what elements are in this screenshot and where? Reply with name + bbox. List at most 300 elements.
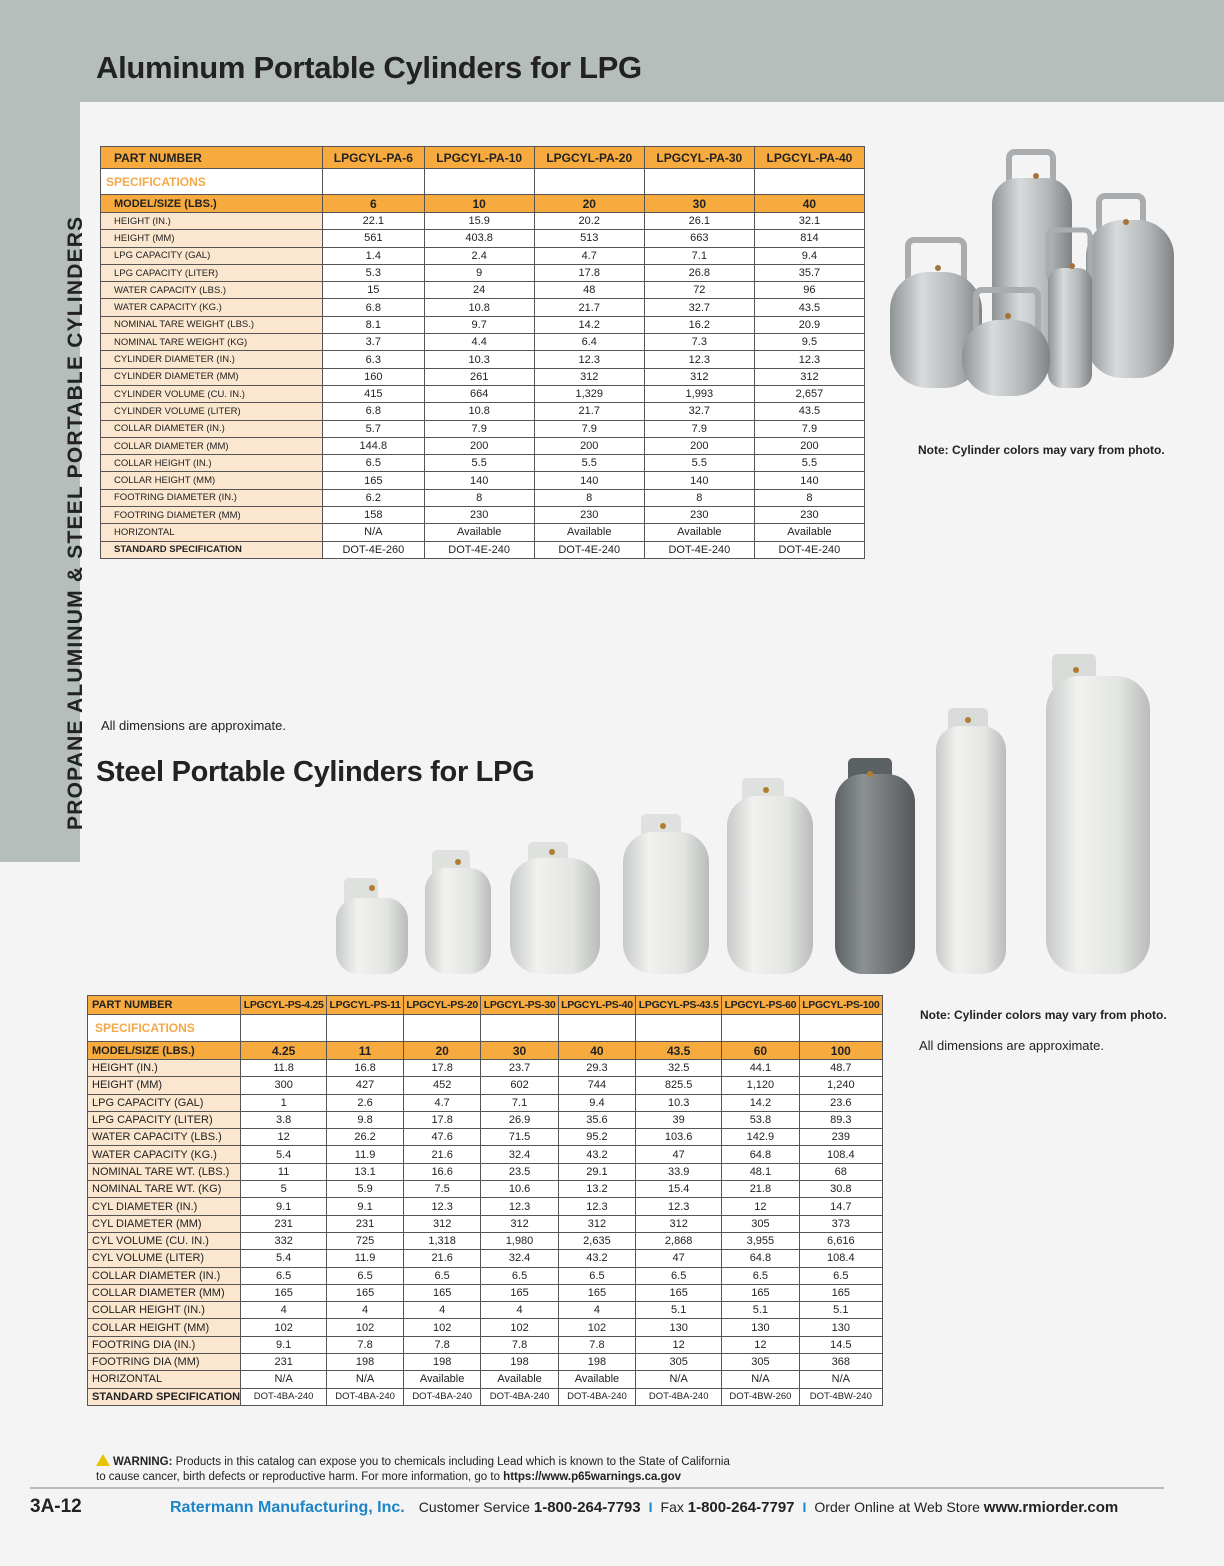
table-cell: 6,616	[799, 1232, 882, 1249]
table-cell: 108.4	[799, 1146, 882, 1163]
table-cell: 32.7	[644, 299, 754, 316]
model-size-cell: 43.5	[636, 1042, 722, 1060]
table-row	[101, 351, 865, 368]
table-cell: 5.1	[636, 1302, 722, 1319]
row-label: STANDARD SPECIFICATION	[101, 541, 323, 558]
table-cell: 16.8	[327, 1060, 404, 1077]
model-size-cell: 30	[644, 195, 754, 213]
table-cell: N/A	[722, 1371, 799, 1388]
part-number-cell: LPGCYL-PS-11	[327, 996, 404, 1015]
table-cell: 231	[241, 1354, 327, 1371]
table-cell: N/A	[636, 1371, 722, 1388]
table-cell: 200	[644, 437, 754, 454]
table-cell: 140	[424, 472, 534, 489]
aluminum-spec-table	[100, 146, 865, 559]
table-row	[101, 264, 865, 281]
row-label: NOMINAL TARE WT. (KG)	[88, 1181, 241, 1198]
table-cell: 14.2	[534, 316, 644, 333]
row-label: NOMINAL TARE WEIGHT (KG)	[101, 334, 323, 351]
table-cell: 12.3	[644, 351, 754, 368]
table-cell: 11	[241, 1163, 327, 1180]
table-row	[101, 472, 865, 489]
table-cell: DOT-4BA-240	[327, 1388, 404, 1405]
table-cell: 130	[636, 1319, 722, 1336]
table-cell: 230	[424, 507, 534, 524]
table-row	[101, 437, 865, 454]
table-cell: 4.4	[424, 334, 534, 351]
model-size-cell: 20	[534, 195, 644, 213]
table-cell: 17.8	[403, 1111, 480, 1128]
table-cell: 8.1	[323, 316, 425, 333]
page-title: Aluminum Portable Cylinders for LPG	[96, 50, 642, 85]
specifications-label: SPECIFICATIONS	[101, 169, 323, 195]
empty-cell	[636, 1015, 722, 1042]
table-cell: 261	[424, 368, 534, 385]
model-size-cell: 6	[323, 195, 425, 213]
table-row	[101, 507, 865, 524]
table-cell: 1,329	[534, 385, 644, 402]
table-cell: 8	[644, 489, 754, 506]
row-label: COLLAR DIAMETER (MM)	[88, 1284, 241, 1301]
table-cell: 602	[481, 1077, 558, 1094]
table-cell: 5.1	[799, 1302, 882, 1319]
table-cell: 2.4	[424, 247, 534, 264]
table-cell: 140	[534, 472, 644, 489]
table-cell: 231	[241, 1215, 327, 1232]
aluminum-photo-note: Note: Cylinder colors may vary from photo.	[918, 443, 1165, 457]
warning-triangle-icon	[96, 1454, 110, 1466]
table-cell: 814	[754, 230, 864, 247]
table-cell: 230	[534, 507, 644, 524]
table-cell: 9	[424, 264, 534, 281]
empty-cell	[424, 169, 534, 195]
table-row	[88, 1302, 883, 1319]
table-cell: 230	[644, 507, 754, 524]
table-cell: 1,993	[644, 385, 754, 402]
model-size-cell: 10	[424, 195, 534, 213]
table-cell: 5.1	[722, 1302, 799, 1319]
steel-spec-table	[87, 995, 883, 1406]
table-cell: 4.7	[534, 247, 644, 264]
table-cell: 12.3	[403, 1198, 480, 1215]
table-row	[88, 1267, 883, 1284]
table-cell: 12	[722, 1198, 799, 1215]
website-link[interactable]: www.rmiorder.com	[983, 1499, 1119, 1516]
table-cell: 47	[636, 1146, 722, 1163]
table-cell: 21.7	[534, 403, 644, 420]
table-cell: 198	[481, 1354, 558, 1371]
table-cell: 26.8	[644, 264, 754, 281]
part-number-cell: LPGCYL-PA-10	[424, 147, 534, 169]
table-row	[101, 489, 865, 506]
row-label: COLLAR HEIGHT (MM)	[101, 472, 323, 489]
aluminum-approx-note: All dimensions are approximate.	[101, 718, 286, 733]
table-row	[88, 1129, 883, 1146]
table-cell: DOT-4E-240	[644, 541, 754, 558]
steel-section-title: Steel Portable Cylinders for LPG	[96, 756, 535, 788]
table-cell: 663	[644, 230, 754, 247]
table-cell: 9.1	[241, 1336, 327, 1353]
table-cell: N/A	[323, 524, 425, 541]
empty-cell	[799, 1015, 882, 1042]
table-cell: 200	[754, 437, 864, 454]
table-cell: 7.8	[327, 1336, 404, 1353]
part-number-cell: LPGCYL-PA-30	[644, 147, 754, 169]
table-cell: 4	[241, 1302, 327, 1319]
row-label: HEIGHT (IN.)	[101, 213, 323, 230]
table-cell: 108.4	[799, 1250, 882, 1267]
table-cell: 47.6	[403, 1129, 480, 1146]
table-cell: 198	[558, 1354, 635, 1371]
empty-cell	[754, 169, 864, 195]
table-cell: 17.8	[534, 264, 644, 281]
table-cell: 6.5	[636, 1267, 722, 1284]
table-cell: 12	[636, 1336, 722, 1353]
row-label: LPG CAPACITY (LITER)	[101, 264, 323, 281]
table-cell: 1	[241, 1094, 327, 1111]
table-cell: 47	[636, 1250, 722, 1267]
table-cell: 32.1	[754, 213, 864, 230]
table-cell: 9.4	[558, 1094, 635, 1111]
row-label: NOMINAL TARE WEIGHT (LBS.)	[101, 316, 323, 333]
table-row	[101, 368, 865, 385]
table-cell: 1,318	[403, 1232, 480, 1249]
table-cell: 4	[558, 1302, 635, 1319]
model-size-label: MODEL/SIZE (LBS.)	[101, 195, 323, 213]
table-row	[88, 1319, 883, 1336]
table-cell: 230	[754, 507, 864, 524]
table-cell: DOT-4E-240	[424, 541, 534, 558]
table-cell: 29.3	[558, 1060, 635, 1077]
row-label: WATER CAPACITY (KG.)	[101, 299, 323, 316]
table-cell: 415	[323, 385, 425, 402]
table-row	[101, 334, 865, 351]
part-number-cell: LPGCYL-PS-40	[558, 996, 635, 1015]
table-cell: 165	[799, 1284, 882, 1301]
table-cell: 158	[323, 507, 425, 524]
table-cell: DOT-4BA-240	[636, 1388, 722, 1405]
table-row	[88, 1336, 883, 1353]
table-cell: 368	[799, 1354, 882, 1371]
table-cell: 20.9	[754, 316, 864, 333]
row-label: FOOTRING DIAMETER (MM)	[101, 507, 323, 524]
table-cell: 64.8	[722, 1146, 799, 1163]
row-label: WATER CAPACITY (KG.)	[88, 1146, 241, 1163]
table-row	[101, 403, 865, 420]
empty-cell	[327, 1015, 404, 1042]
table-cell: 5.4	[241, 1250, 327, 1267]
row-label: LPG CAPACITY (LITER)	[88, 1111, 241, 1128]
table-cell: 312	[481, 1215, 558, 1232]
order-online-label: Order Online at Web Store	[814, 1499, 980, 1515]
table-cell: 7.8	[403, 1336, 480, 1353]
table-cell: 102	[327, 1319, 404, 1336]
table-cell: 102	[481, 1319, 558, 1336]
row-label: FOOTRING DIAMETER (IN.)	[101, 489, 323, 506]
table-cell: 103.6	[636, 1129, 722, 1146]
table-cell: 8	[424, 489, 534, 506]
table-cell: 312	[558, 1215, 635, 1232]
table-cell: 89.3	[799, 1111, 882, 1128]
part-number-cell: LPGCYL-PS-20	[403, 996, 480, 1015]
table-cell: 200	[424, 437, 534, 454]
table-row	[101, 213, 865, 230]
table-cell: DOT-4E-260	[323, 541, 425, 558]
table-cell: 21.8	[722, 1181, 799, 1198]
table-cell: 3.7	[323, 334, 425, 351]
table-cell: 165	[481, 1284, 558, 1301]
prop65-warning	[96, 1453, 796, 1485]
row-label: LPG CAPACITY (GAL)	[101, 247, 323, 264]
table-cell: 130	[799, 1319, 882, 1336]
page-number: 3A-12	[30, 1496, 82, 1517]
footer-separator: I	[802, 1499, 807, 1515]
table-cell: 305	[636, 1354, 722, 1371]
table-cell: Available	[558, 1371, 635, 1388]
table-cell: 8	[534, 489, 644, 506]
row-label: FOOTRING DIA (MM)	[88, 1354, 241, 1371]
part-number-cell: LPGCYL-PS-4.25	[241, 996, 327, 1015]
table-row	[88, 1060, 883, 1077]
table-cell: 6.5	[241, 1267, 327, 1284]
specifications-label: SPECIFICATIONS	[88, 1015, 241, 1042]
table-cell: 9.1	[327, 1198, 404, 1215]
table-cell: 6.5	[403, 1267, 480, 1284]
header-row	[101, 147, 865, 169]
table-cell: DOT-4BA-240	[403, 1388, 480, 1405]
table-cell: 53.8	[722, 1111, 799, 1128]
table-cell: 32.4	[481, 1250, 558, 1267]
table-cell: 744	[558, 1077, 635, 1094]
table-cell: 664	[424, 385, 534, 402]
table-cell: 305	[722, 1354, 799, 1371]
table-row	[88, 1215, 883, 1232]
table-cell: 7.9	[424, 420, 534, 437]
table-cell: 12.3	[558, 1198, 635, 1215]
table-row	[88, 1181, 883, 1198]
table-cell: 12.3	[754, 351, 864, 368]
warning-text-1: Products in this catalog can expose you to chemicals including Lead which is known to the State of California	[172, 1456, 730, 1468]
table-cell: 102	[403, 1319, 480, 1336]
table-cell: 513	[534, 230, 644, 247]
row-label: COLLAR HEIGHT (IN.)	[101, 455, 323, 472]
table-cell: 102	[558, 1319, 635, 1336]
row-label: HEIGHT (IN.)	[88, 1060, 241, 1077]
table-cell: 35.7	[754, 264, 864, 281]
side-section-title: PROPANE ALUMINUM & STEEL PORTABLE CYLINDERS	[64, 215, 87, 830]
table-cell: 68	[799, 1163, 882, 1180]
table-cell: 6.3	[323, 351, 425, 368]
model-size-row	[88, 1042, 883, 1060]
table-row	[88, 1284, 883, 1301]
table-cell: 11.9	[327, 1250, 404, 1267]
table-cell: 373	[799, 1215, 882, 1232]
model-size-cell: 4.25	[241, 1042, 327, 1060]
table-cell: 332	[241, 1232, 327, 1249]
table-cell: 5.9	[327, 1181, 404, 1198]
table-cell: 7.8	[558, 1336, 635, 1353]
table-cell: 165	[403, 1284, 480, 1301]
table-cell: 48.7	[799, 1060, 882, 1077]
table-cell: N/A	[241, 1371, 327, 1388]
steel-photo-note: Note: Cylinder colors may vary from photo.	[920, 1008, 1167, 1022]
table-cell: 10.3	[424, 351, 534, 368]
table-row	[88, 1388, 883, 1405]
table-cell: 312	[534, 368, 644, 385]
table-cell: 7.1	[644, 247, 754, 264]
table-row	[88, 1250, 883, 1267]
table-cell: 12.3	[636, 1198, 722, 1215]
table-row	[101, 541, 865, 558]
table-cell: 7.9	[754, 420, 864, 437]
aluminum-cylinders-photo	[886, 148, 1178, 398]
table-cell: Available	[424, 524, 534, 541]
model-size-label: MODEL/SIZE (LBS.)	[88, 1042, 241, 1060]
table-cell: Available	[481, 1371, 558, 1388]
table-row	[101, 420, 865, 437]
table-cell: 21.6	[403, 1146, 480, 1163]
row-label: HEIGHT (MM)	[88, 1077, 241, 1094]
row-label: NOMINAL TARE WT. (LBS.)	[88, 1163, 241, 1180]
row-label: CYLINDER DIAMETER (IN.)	[101, 351, 323, 368]
empty-cell	[558, 1015, 635, 1042]
fax-phone: 1-800-264-7797	[687, 1499, 795, 1516]
table-cell: 14.5	[799, 1336, 882, 1353]
table-cell: 13.1	[327, 1163, 404, 1180]
table-cell: 1,980	[481, 1232, 558, 1249]
table-cell: 140	[754, 472, 864, 489]
table-cell: 5.3	[323, 264, 425, 281]
specifications-row	[101, 169, 865, 195]
part-number-cell: LPGCYL-PA-20	[534, 147, 644, 169]
part-number-label: PART NUMBER	[88, 996, 241, 1015]
part-number-cell: LPGCYL-PS-43.5	[636, 996, 722, 1015]
table-cell: 165	[327, 1284, 404, 1301]
table-cell: 825.5	[636, 1077, 722, 1094]
table-cell: 32.7	[644, 403, 754, 420]
table-cell: 26.9	[481, 1111, 558, 1128]
table-cell: 22.1	[323, 213, 425, 230]
company-name: Ratermann Manufacturing, Inc.	[170, 1499, 405, 1516]
table-cell: 6.5	[799, 1267, 882, 1284]
table-cell: 23.5	[481, 1163, 558, 1180]
table-cell: 200	[534, 437, 644, 454]
table-cell: 1.4	[323, 247, 425, 264]
model-size-cell: 40	[754, 195, 864, 213]
table-cell: 2,657	[754, 385, 864, 402]
table-cell: DOT-4E-240	[534, 541, 644, 558]
table-cell: 198	[403, 1354, 480, 1371]
table-cell: 561	[323, 230, 425, 247]
table-cell: 39	[636, 1111, 722, 1128]
table-cell: 6.8	[323, 403, 425, 420]
row-label: HORIZONTAL	[88, 1371, 241, 1388]
table-cell: 21.6	[403, 1250, 480, 1267]
model-size-cell: 11	[327, 1042, 404, 1060]
table-cell: 95.2	[558, 1129, 635, 1146]
table-cell: 5	[241, 1181, 327, 1198]
empty-cell	[323, 169, 425, 195]
model-size-cell: 60	[722, 1042, 799, 1060]
table-cell: DOT-4BW-240	[799, 1388, 882, 1405]
table-cell: 15.4	[636, 1181, 722, 1198]
table-cell: 12.3	[481, 1198, 558, 1215]
table-cell: 4	[481, 1302, 558, 1319]
table-cell: 32.4	[481, 1146, 558, 1163]
table-cell: 5.5	[534, 455, 644, 472]
table-cell: 10.8	[424, 299, 534, 316]
table-cell: 29.1	[558, 1163, 635, 1180]
table-cell: 17.8	[403, 1060, 480, 1077]
warning-link[interactable]: https://www.p65warnings.ca.gov	[503, 1471, 682, 1483]
table-cell: 6.5	[323, 455, 425, 472]
table-cell: 20.2	[534, 213, 644, 230]
table-cell: 7.5	[403, 1181, 480, 1198]
table-row	[88, 1077, 883, 1094]
table-cell: 15	[323, 282, 425, 299]
table-cell: 4.7	[403, 1094, 480, 1111]
part-number-cell: LPGCYL-PS-30	[481, 996, 558, 1015]
row-label: CYLINDER VOLUME (LITER)	[101, 403, 323, 420]
table-cell: 5.7	[323, 420, 425, 437]
table-cell: 43.5	[754, 299, 864, 316]
table-cell: 71.5	[481, 1129, 558, 1146]
fax-label: Fax	[660, 1499, 684, 1515]
model-size-row	[101, 195, 865, 213]
table-cell: 72	[644, 282, 754, 299]
table-cell: 6.5	[558, 1267, 635, 1284]
empty-cell	[241, 1015, 327, 1042]
empty-cell	[403, 1015, 480, 1042]
table-cell: DOT-4E-240	[754, 541, 864, 558]
table-cell: Available	[754, 524, 864, 541]
table-row	[88, 1232, 883, 1249]
table-cell: 9.7	[424, 316, 534, 333]
table-cell: 23.6	[799, 1094, 882, 1111]
table-row	[88, 1371, 883, 1388]
table-cell: 165	[558, 1284, 635, 1301]
warning-label: WARNING:	[113, 1456, 173, 1468]
empty-cell	[722, 1015, 799, 1042]
table-cell: 7.8	[481, 1336, 558, 1353]
part-number-cell: LPGCYL-PA-40	[754, 147, 864, 169]
table-cell: 6.5	[722, 1267, 799, 1284]
table-cell: 312	[644, 368, 754, 385]
row-label: COLLAR DIAMETER (IN.)	[88, 1267, 241, 1284]
table-cell: 14.7	[799, 1198, 882, 1215]
table-cell: N/A	[327, 1371, 404, 1388]
table-cell: 48.1	[722, 1163, 799, 1180]
part-number-cell: LPGCYL-PS-60	[722, 996, 799, 1015]
empty-cell	[644, 169, 754, 195]
empty-cell	[481, 1015, 558, 1042]
table-cell: Available	[534, 524, 644, 541]
table-cell: 10.3	[636, 1094, 722, 1111]
model-size-cell: 100	[799, 1042, 882, 1060]
table-cell: 452	[403, 1077, 480, 1094]
row-label: COLLAR HEIGHT (IN.)	[88, 1302, 241, 1319]
table-cell: 312	[754, 368, 864, 385]
table-row	[88, 1198, 883, 1215]
table-cell: 3,955	[722, 1232, 799, 1249]
table-cell: 305	[722, 1215, 799, 1232]
table-cell: 26.1	[644, 213, 754, 230]
table-cell: 165	[722, 1284, 799, 1301]
row-label: WATER CAPACITY (LBS.)	[101, 282, 323, 299]
table-cell: 7.1	[481, 1094, 558, 1111]
table-cell: 5.5	[644, 455, 754, 472]
row-label: COLLAR DIAMETER (MM)	[101, 437, 323, 454]
